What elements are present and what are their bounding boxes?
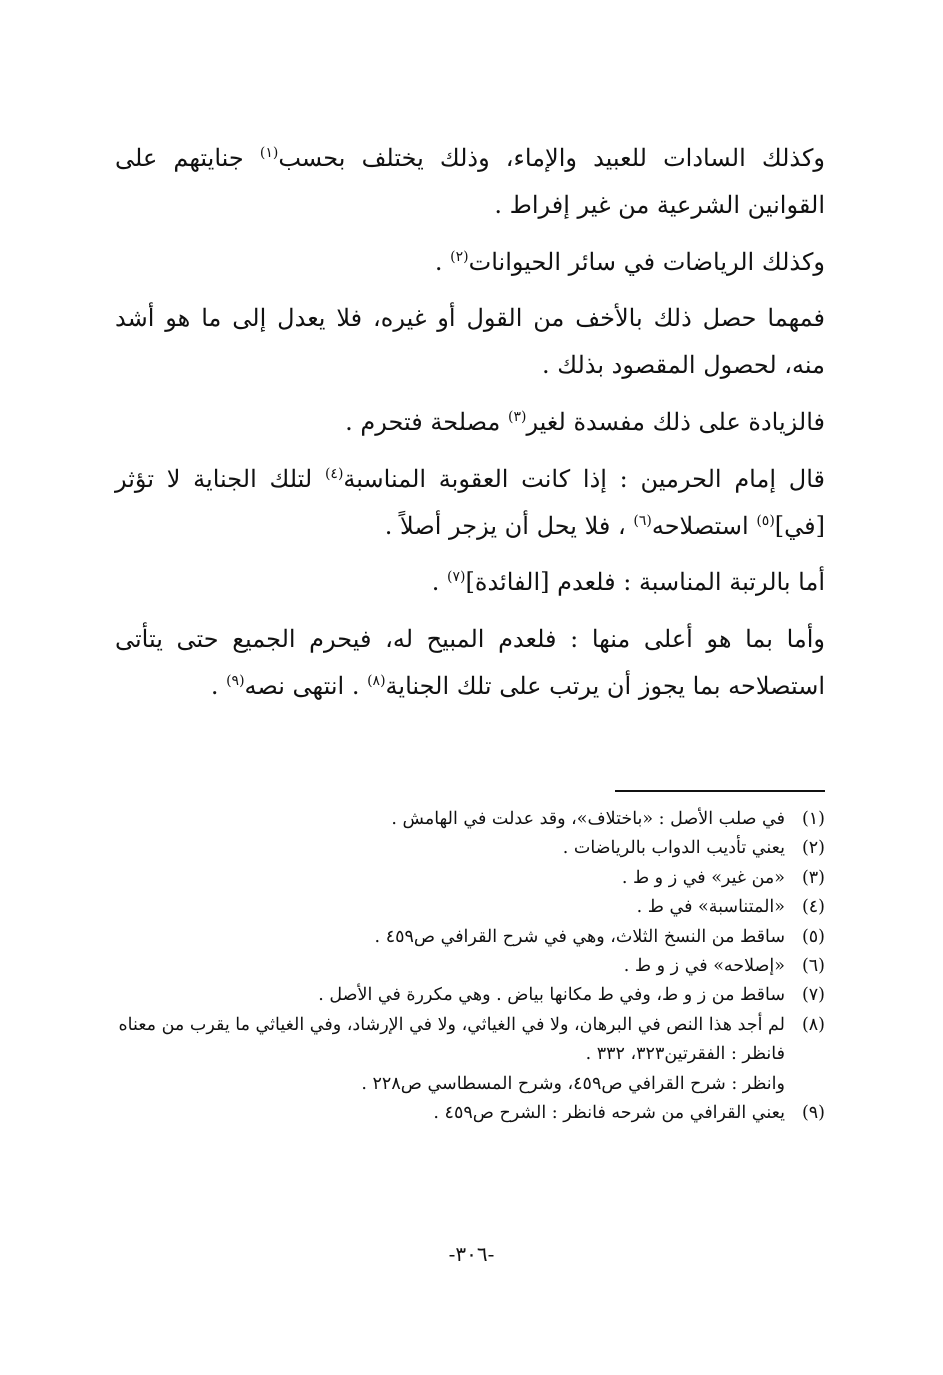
paragraph <box>115 135 825 229</box>
paragraph-text: وأما بما هو أعلى منها : فلعدم المبيح له، فيحرم الجميع حتى يتأتى استصلاحه بما يجوز أن يرتب على تلك الجناية <box>115 625 825 700</box>
footnotes <box>115 805 825 1128</box>
footnote-reference: (٤) <box>324 465 344 482</box>
footnote <box>115 1011 825 1070</box>
footnote-text: «المتناسبة» في ط . <box>636 897 785 918</box>
footnote-reference: (٣) <box>507 408 527 425</box>
paragraph <box>115 295 825 389</box>
paragraph-text: فمهما حصل ذلك بالأخف من القول أو غيره، فلا يعدل إلى ما هو أشد منه، لحصول المقصود بذلك . <box>115 304 825 380</box>
footnote-text: يعني تأديب الدواب بالرياضات . <box>562 838 785 859</box>
paragraph-text: . <box>434 247 451 276</box>
footnote-reference: (٦) <box>633 512 652 529</box>
footnote-text: «من غير» في ز و ط . <box>621 867 785 888</box>
paragraph-text: وكذلك الرياضات في سائر الحيوانات <box>468 247 825 276</box>
footnote-text: وانظر : شرح القرافي ص٤٥٩، وشرح المسطاسي ص٢٢٨ . <box>361 1073 785 1094</box>
paragraph-text: لتلك الجناية لا تؤثر [في] <box>115 464 825 540</box>
paragraph-text: مصلحة فتحرم . <box>345 407 508 436</box>
footnote-text: «إصلاحه» في ز و ط . <box>623 955 785 976</box>
paragraph <box>115 559 825 606</box>
footnote <box>115 1099 825 1128</box>
footnote <box>115 952 825 981</box>
footnote-number: (٥) <box>801 926 825 947</box>
footnote-reference: (٩) <box>226 672 245 689</box>
paragraph-text: أما بالرتبة المناسبة : فلعدم [الفائدة] <box>465 568 825 597</box>
paragraph <box>115 456 825 550</box>
footnote-text: يعني القرافي من شرحه فانظر : الشرح ص٤٥٩ . <box>433 1102 785 1123</box>
footnote-number: (٢) <box>801 838 825 859</box>
footnote-number: (٤) <box>801 897 825 918</box>
paragraph <box>115 399 825 446</box>
footnote-text: لم أجد هذا النص في البرهان، ولا في الغياثي، ولا في الإرشاد، وفي الغياثي ما يقرب من معناه فانظر : الفقرتين٣٢٣، ٣٣٢ . <box>118 1014 785 1065</box>
paragraph-text: . <box>210 671 227 700</box>
footnote-text: ساقط من ز و ط، وفي ط مكانها بياض . وهي مكررة في الأصل . <box>318 985 785 1006</box>
footnote <box>115 1070 825 1099</box>
paragraph-text: ، فلا يحل أن يزجر أصلاً . <box>384 511 634 540</box>
footnote <box>115 923 825 952</box>
footnote-number: (٧) <box>801 985 825 1006</box>
page-number: -٣٠٦- <box>448 1242 495 1266</box>
footnote <box>115 864 825 893</box>
footnote-separator <box>615 790 825 792</box>
footnote-number: (٣) <box>801 867 825 888</box>
footnote-number: (١) <box>801 809 825 829</box>
footnote-reference: (٧) <box>447 569 466 586</box>
footnote-text: ساقط من النسخ الثلاث، وهي في شرح القرافي ص٤٥٩ . <box>374 926 785 947</box>
paragraph <box>115 239 825 286</box>
footnote-number: (٦) <box>801 955 825 976</box>
footnote-number: (٨) <box>801 1014 825 1035</box>
footnote-reference: (٢) <box>450 248 469 265</box>
footnote <box>115 834 825 863</box>
paragraph-text: وكذلك السادات للعبيد والإماء، وذلك يختلف بحسب <box>278 144 826 172</box>
main-text <box>115 135 825 720</box>
paragraph-text: . انتهى نصه <box>244 671 368 700</box>
footnote-number: (٩) <box>801 1102 825 1123</box>
footnote <box>115 805 825 834</box>
paragraph-text: استصلاحه <box>651 511 757 540</box>
footnote-reference: (٥) <box>756 512 775 529</box>
footnote <box>115 893 825 922</box>
footnote-text: في صلب الأصل : «باختلاف»، وقد عدلت في الهامش . <box>391 809 785 829</box>
footnote <box>115 981 825 1010</box>
footnote-reference: (١) <box>259 145 279 161</box>
footnote-reference: (٨) <box>367 672 386 689</box>
paragraph-text: فالزيادة على ذلك مفسدة لغير <box>526 407 825 436</box>
paragraph-text: . <box>431 568 448 597</box>
paragraph-text: جنايتهم على القوانين الشرعية من غير إفراط . <box>115 144 825 219</box>
paragraph <box>115 616 825 710</box>
paragraph-text: قال إمام الحرمين : إذا كانت العقوبة المناسبة <box>343 464 825 493</box>
